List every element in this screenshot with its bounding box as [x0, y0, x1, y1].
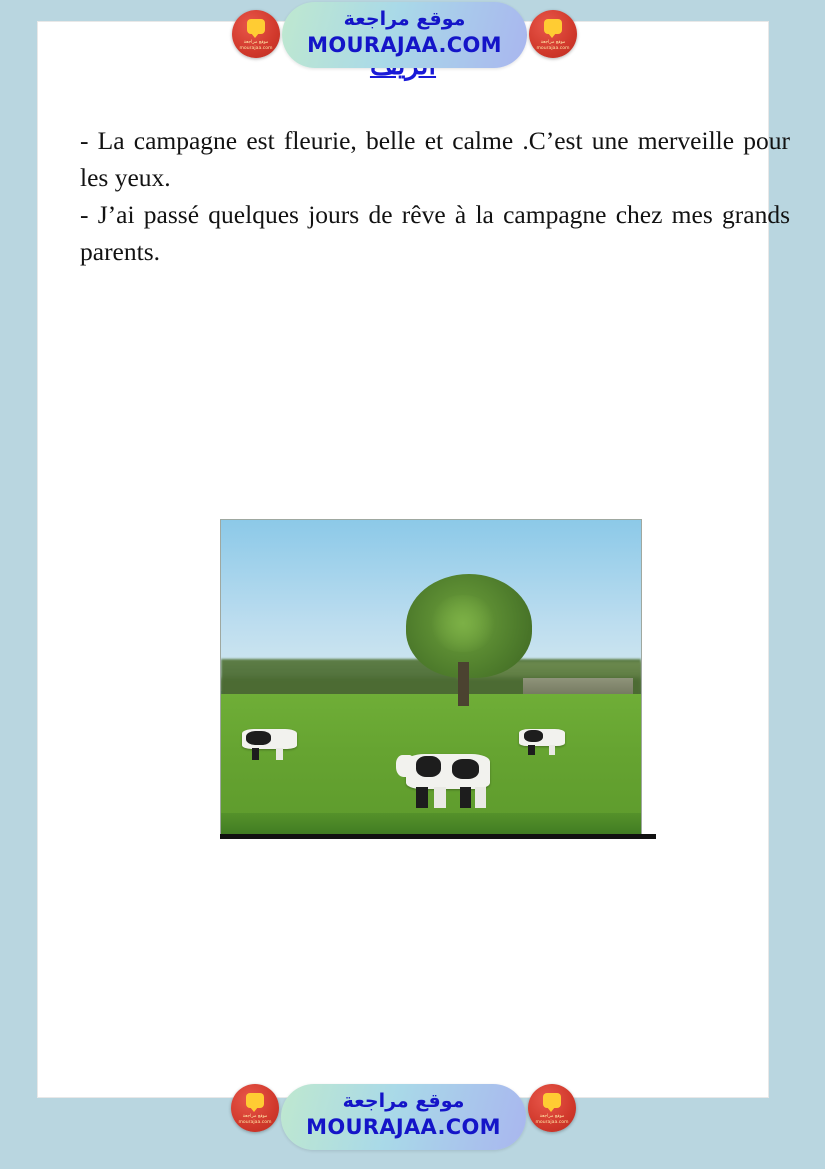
- cow-leg: [549, 745, 555, 755]
- foreground-grass: [221, 813, 641, 836]
- cow-leg: [460, 787, 472, 808]
- book-glyph-icon: [246, 1093, 264, 1108]
- book-glyph-icon: [543, 1093, 561, 1108]
- cow-patch: [416, 756, 441, 777]
- book-glyph-icon: [544, 19, 562, 34]
- figure-underline: [220, 834, 656, 839]
- cow-leg: [528, 745, 534, 755]
- tree-trunk: [458, 662, 469, 706]
- farm-buildings: [523, 678, 632, 694]
- cow-leg: [252, 748, 260, 760]
- document-body: [80, 122, 797, 270]
- cow-head: [396, 755, 413, 777]
- cow-patch: [452, 759, 479, 779]
- cow-leg: [416, 787, 428, 808]
- cow-right: [519, 729, 565, 746]
- figure-countryside: [220, 519, 642, 839]
- watermark-bottom: [231, 1082, 576, 1154]
- watermark-text: [281, 1088, 526, 1140]
- mourajaa-badge-icon: موقع مراجعة mourajaa.com: [529, 10, 577, 58]
- document-line: - La campagne est fleurie, belle et calme .C’est une merveille pour les yeux.: [80, 126, 797, 192]
- mourajaa-badge-icon: موقع مراجعة mourajaa.com: [232, 10, 280, 58]
- document-page: [38, 22, 797, 1097]
- cow-leg: [276, 748, 284, 760]
- cow-patch: [524, 730, 543, 743]
- cow-left: [242, 729, 297, 750]
- watermark-url: MOURAJAA.COM: [306, 1115, 501, 1139]
- document-line: - J’ai passé quelques jours de rêve à la campagne chez mes grands parents.: [80, 200, 797, 266]
- book-glyph-icon: [247, 19, 265, 34]
- mourajaa-badge-icon: موقع مراجعة mourajaa.com: [231, 1084, 279, 1132]
- cow-leg: [434, 787, 446, 808]
- watermark-url: MOURAJAA.COM: [307, 33, 502, 57]
- mourajaa-badge-icon: موقع مراجعة mourajaa.com: [528, 1084, 576, 1132]
- cow-leg: [475, 787, 487, 808]
- tree-canopy: [406, 574, 532, 678]
- watermark-top: [232, 0, 577, 70]
- watermark-arabic: موقع مراجعة: [343, 8, 466, 30]
- cow-foreground: [406, 754, 490, 789]
- watermark-text: [282, 6, 527, 58]
- countryside-photo: [220, 519, 642, 837]
- cow-patch: [246, 731, 271, 745]
- watermark-arabic: موقع مراجعة: [342, 1090, 465, 1112]
